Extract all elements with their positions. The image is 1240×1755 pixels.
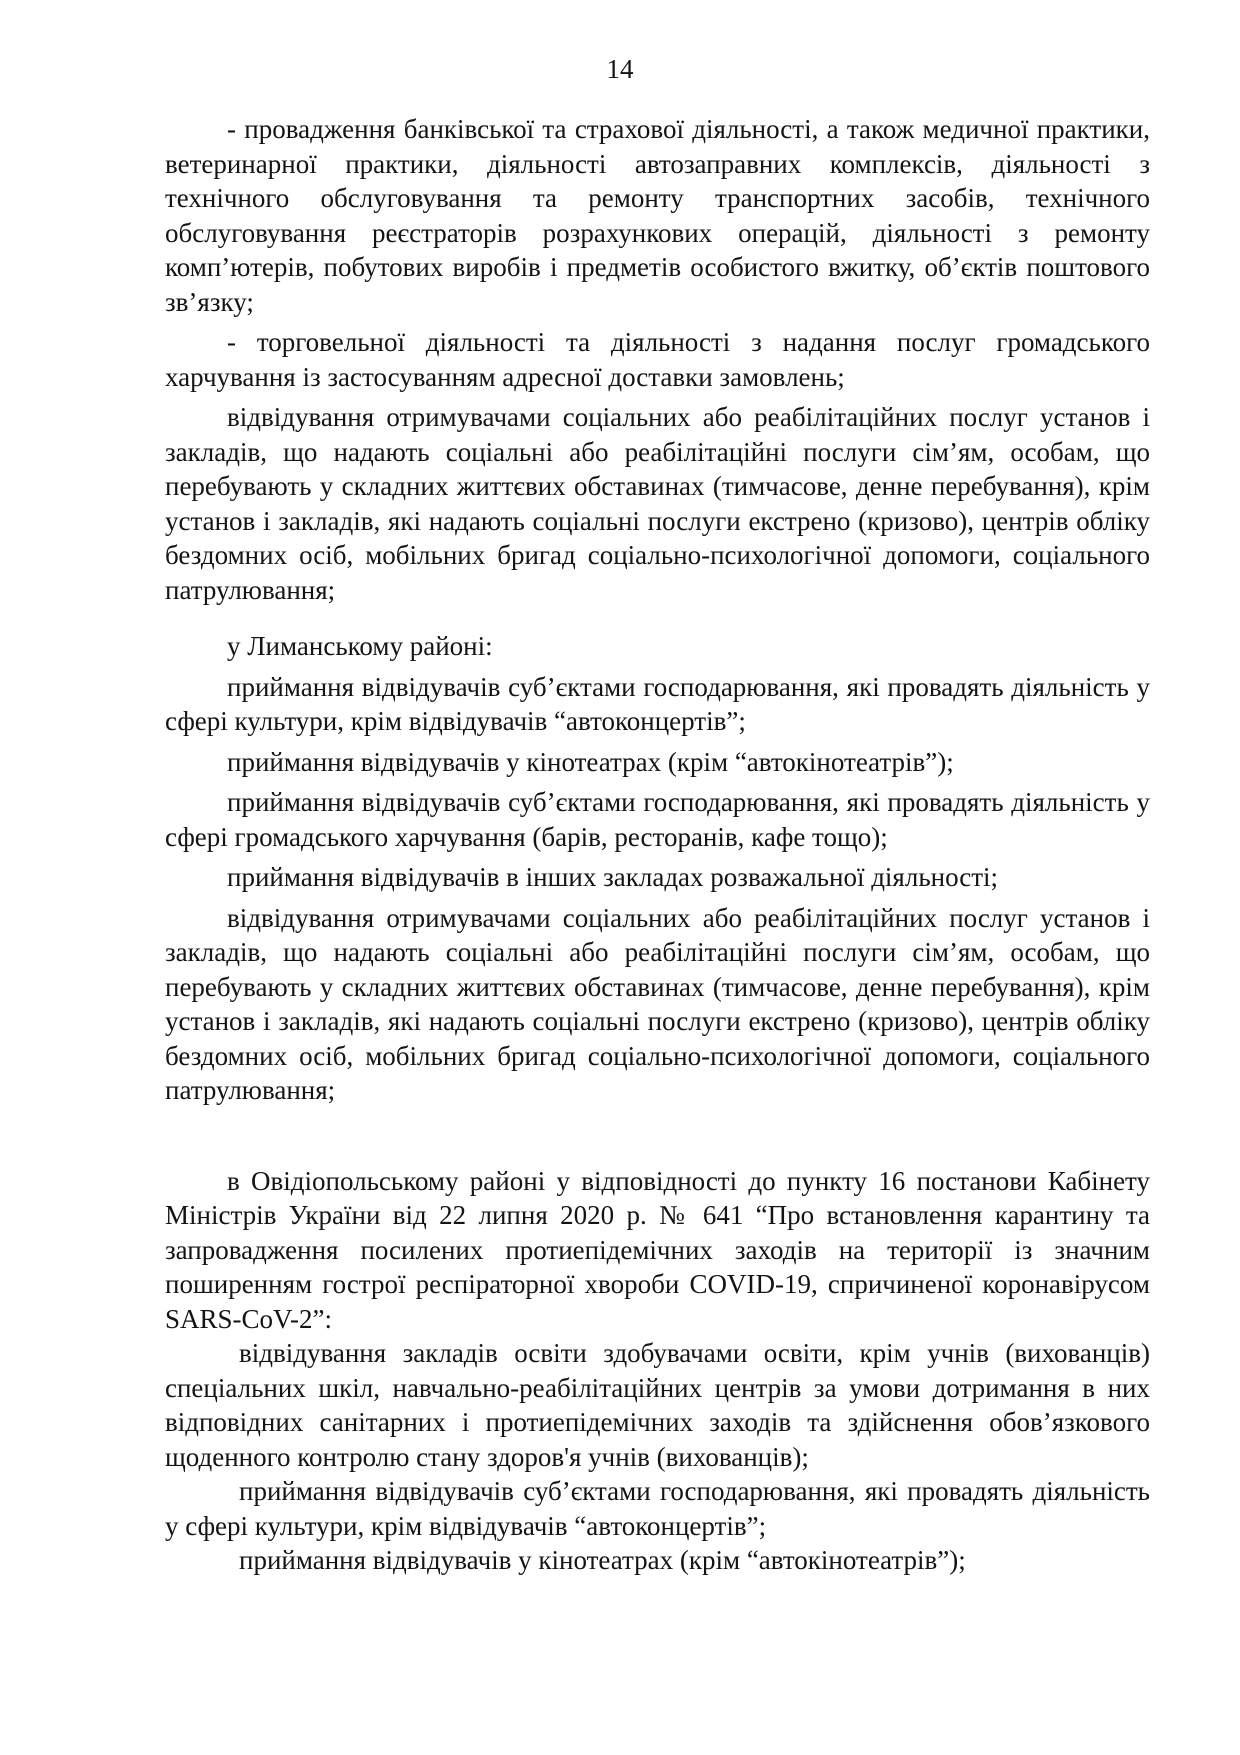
paragraph-entertainment-visitors: приймання відвідувачів в інших закладах розважальної діяльності; bbox=[227, 862, 999, 892]
paragraph-culture-visitors-ovidiopol: приймання відвідувачів суб’єктами господарювання, які провадять діяльність у сфері культури, крім відвідувачів “автоконцертів”; bbox=[165, 1476, 1150, 1541]
paragraph-school-attendance: відвідування закладів освіти здобувачами освіти, крім учнів (вихованців) спеціальних шкіл, навчально-реабілітаційних центрів за умови дотримання в них відповідних санітарних і протиепідемічних заходів та здійснення обов’язкового щоденного контролю стану здоров'я учнів (вихованців); bbox=[165, 1338, 1150, 1472]
paragraph-cinema-visitors: приймання відвідувачів у кінотеатрах (крім “автокінотеатрів”); bbox=[227, 746, 954, 777]
paragraph-trade-catering: - торговельної діяльності та діяльності з надання послуг громадського харчування із застосуванням адресної доставки замовлень; bbox=[165, 327, 1150, 392]
paragraph-catering-visitors: приймання відвідувачів суб’єктами господарювання, які провадять діяльність у сфері громадського харчування (барів, ресторанів, кафе тощо); bbox=[165, 787, 1150, 852]
page-number: 14 bbox=[606, 54, 634, 84]
paragraph-culture-visitors: приймання відвідувачів суб’єктами господарювання, які провадять діяльність у сфері культури, крім відвідувачів “автоконцертів”; bbox=[165, 671, 1150, 736]
paragraph-lyman-district-heading: у Лиманському районі: bbox=[227, 631, 493, 661]
paragraph-social-services-lyman: відвідування отримувачами соціальних або реабілітаційних послуг установ і закладів, що надають соціальні або реабілітаційні послуги сім’ям, особам, що перебувають у складних життєвих обставинах (тимчасове, денне перебування), крім установ і закладів, які надають соціальні послуги екстрено (кризово), центрів обліку бездомних осіб, мобільних бригад соціально-психологічної допомоги, соціального патрулювання; bbox=[165, 902, 1150, 1105]
document-body bbox=[165, 112, 1150, 1578]
paragraph-cinema-visitors-ovidiopol: приймання відвідувачів у кінотеатрах (крім “автокінотеатрів”); bbox=[239, 1545, 966, 1575]
paragraph-ovidiopol-district-heading: в Овідіопольському районі у відповідності до пункту 16 постанови Кабінету Міністрів України від 22 липня 2020 р. № 641 “Про встановлення карантину та запровадження посилених протиепідемічних заходів на території із значним поширенням гострої респіраторної хвороби COVID-19, спричиненої коронавірусом SARS-CoV-2”: bbox=[165, 1165, 1150, 1334]
paragraph-social-services: відвідування отримувачами соціальних або реабілітаційних послуг установ і закладів, що надають соціальні або реабілітаційні послуги сім’ям, особам, що перебувають у складних життєвих обставинах (тимчасове, денне перебування), крім установ і закладів, які надають соціальні послуги екстрено (кризово), центрів обліку бездомних осіб, мобільних бригад соціально-психологічної допомоги, соціального патрулювання; bbox=[165, 402, 1150, 605]
paragraph-banking-medical: - провадження банківської та страхової діяльності, а також медичної практики, ветеринарної практики, діяльності автозаправних комплексів, діяльності з технічного обслуговування та ремонту транспортних засобів, технічного обслуговування реєстраторів розрахункових операцій, діяльності з ремонту комп’ютерів, побутових виробів і предметів особистого вжитку, об’єктів поштового зв’язку; bbox=[165, 114, 1150, 317]
